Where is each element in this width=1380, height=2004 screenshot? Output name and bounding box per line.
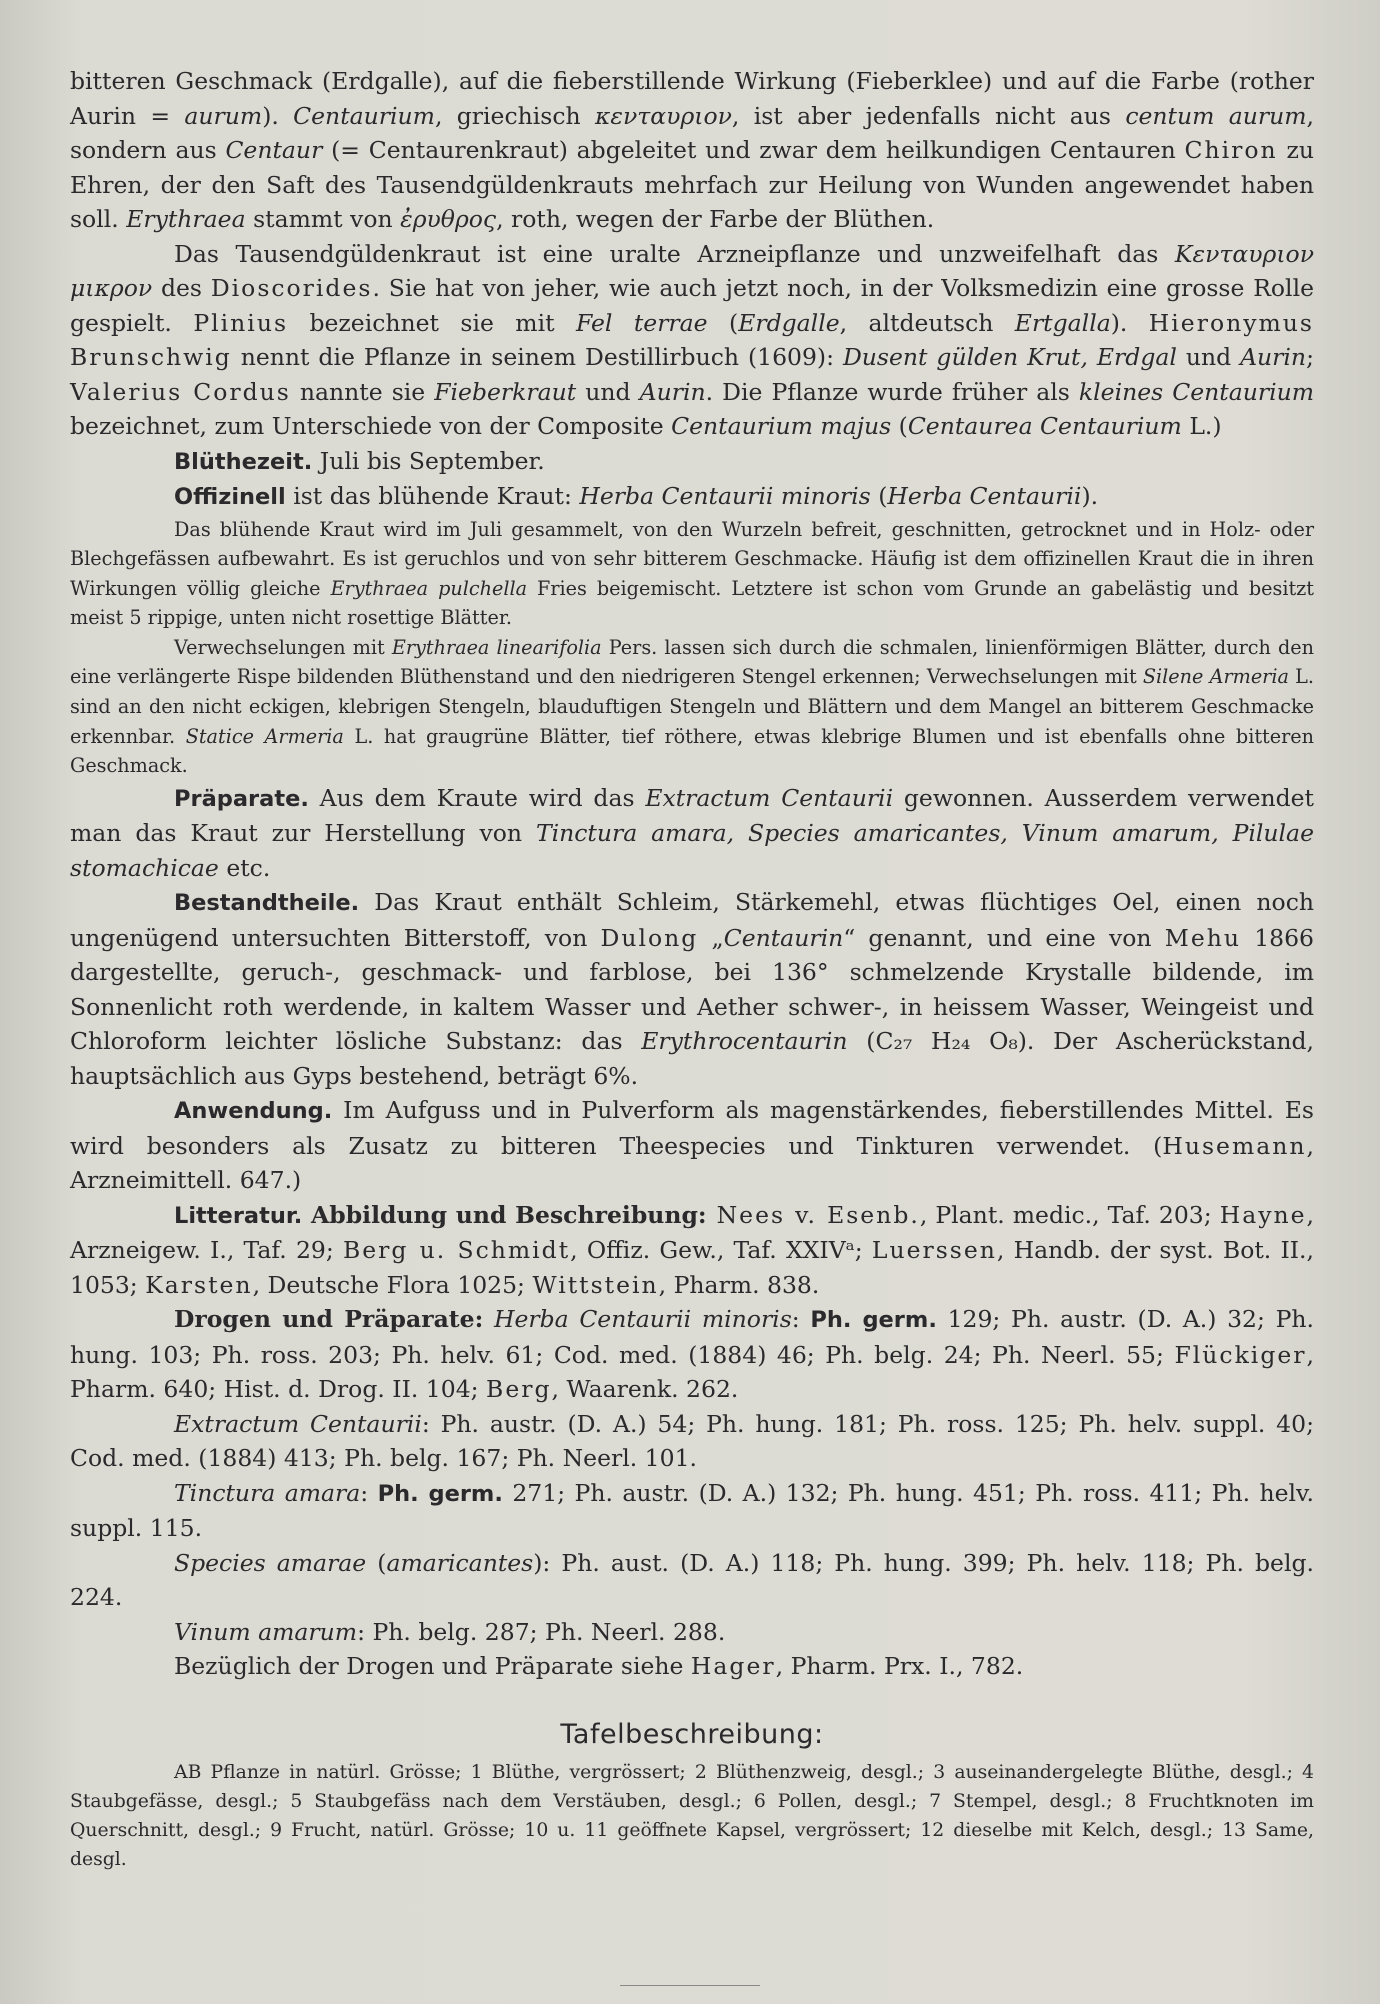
bold-run: Ph. germ.: [377, 1480, 503, 1507]
subheading: Drogen und Präparate:: [174, 1305, 484, 1334]
plate-description-text: AB Pflanze in natürl. Grösse; 1 Blüthe, vergrössert; 2 Blüthenzweig, desgl.; 3 auseinandergelegte Blüthe, desgl.; 4 Staubgefässe, desgl.; 5 Staubgefäss nach dem Verstäuben, desgl.; 6 Pollen, desgl.; 7 Stempel, desgl.; 8 Fruchtknoten im Querschnitt, desgl.; 9 Frucht, natürl. Grösse; 10 u. 11 geöffnete Kapsel, vergrössert; 12 dieselbe mit Kelch, desgl.; 13 Same, desgl.: [70, 1762, 1314, 1871]
italic-run: Centaurium majus: [671, 412, 892, 440]
text-run: gewonnen. Ausserdem verwendet man das Kraut zur Herstellung von: [70, 783, 1315, 848]
section-heading: Bestandtheile.: [174, 890, 360, 917]
text-run: . Die Pflanze wurde früher als: [705, 377, 1079, 406]
spaced-name: Karsten: [145, 1270, 253, 1299]
drogen-line-5: [70, 1615, 1314, 1650]
intro-paragraph-1: [70, 64, 1314, 237]
italic-run: Tinctura amara, Species amaricantes, Vinum amarum, Pilulae stomachicae: [70, 819, 1314, 882]
section-heading: Präparate.: [174, 785, 309, 812]
bold-run: Ph. germ.: [810, 1307, 937, 1334]
text-run: Pers. lassen sich durch die schmalen, linienförmigen Blätter, durch den eine verlängerte Rispe bildenden Blüthenstand und den niedrigeren Stengel erkennen; Verwechselungen mit: [70, 635, 1314, 689]
text-run: Aus dem Kraute wird das: [308, 783, 646, 812]
italic-run: Centaurea Centaurium: [907, 412, 1182, 440]
intro-paragraph-2: [70, 237, 1314, 444]
text-run: (: [366, 1548, 387, 1577]
spaced-name: Hieronymus Brunschwig: [70, 308, 1314, 371]
italic-run: Κενταυριον μικρον: [70, 239, 1314, 302]
text-run: , Pharm. 838.: [658, 1270, 820, 1299]
text-run: etc.: [218, 853, 271, 882]
text-run: , Pharm. 640; Hist. d. Drog. II. 104;: [70, 1340, 1314, 1404]
italic-run: aurum: [184, 101, 263, 130]
text-run: 271; Ph. austr. (D. A.) 132; Ph. hung. 451; Ph. ross. 411; Ph. helv. suppl. 115.: [70, 1478, 1315, 1543]
offizinell-notes: [70, 515, 1314, 781]
text-run: . Sie hat von jeher, wie auch jetzt noch, in der Volksmedizin eine grosse Rolle gespielt.: [70, 274, 1314, 337]
text-run: Das Tausendgüldenkraut ist eine uralte Arzneipflanze und unzweifelhaft das: [174, 239, 1175, 268]
text-run: Im Aufguss und in Pulverform als magenstärkendes, fieberstillendes Mittel. Es wird besonders als Zusatz zu bitteren Theespecies und Tinkturen verwendet. (: [70, 1096, 1314, 1160]
text-run: Bezüglich der Drogen und Präparate siehe: [174, 1652, 691, 1681]
italic-run: Herba Centaurii minoris: [483, 1305, 792, 1334]
text-run: nannte sie: [290, 377, 435, 406]
spaced-name: Husemann: [1162, 1131, 1307, 1160]
spaced-name: Nees v. Esenb.: [706, 1200, 920, 1229]
text-run: Juli bis September.: [312, 446, 545, 475]
text-run: ).: [1081, 482, 1099, 510]
text-run: , Handb. der syst. Bot. II., 1053;: [70, 1236, 1314, 1299]
italic-run: Fieberkraut: [434, 377, 577, 406]
italic-run: amaricantes: [386, 1548, 534, 1577]
text-run: : Ph. belg. 287; Ph. Neerl. 288.: [357, 1617, 726, 1646]
offizinell-section: [70, 479, 1314, 515]
spaced-name: Hager: [690, 1652, 776, 1681]
text-run: , altdeutsch: [839, 308, 1015, 337]
bestandtheile-section: [70, 885, 1314, 1093]
subheading: Abbildung und Beschreibung:: [302, 1200, 707, 1229]
text-run: und: [576, 377, 640, 406]
text-run: ).: [262, 101, 294, 130]
text-run: ): Ph. aust. (D. A.) 118; Ph. hung. 399; Ph. helv. 118; Ph. belg. 224.: [70, 1548, 1314, 1612]
text-run: , Plant. medic., Taf. 203;: [919, 1200, 1220, 1229]
spaced-name: Berg u. Schmidt: [342, 1236, 571, 1265]
text-run: (: [707, 308, 739, 337]
italic-run: Extractum Centaurii: [645, 783, 894, 812]
text-run: L.): [1181, 412, 1222, 440]
bluethezeit-section: [70, 444, 1314, 480]
spaced-name: Dioscorides: [210, 274, 373, 302]
italic-run: Statice Armeria: [185, 724, 344, 748]
litteratur-section: [70, 1198, 1314, 1303]
italic-run: Erythraea linearifolia: [391, 635, 602, 659]
italic-run: Species amarae: [174, 1548, 367, 1577]
note-paragraph: [70, 633, 1314, 781]
spaced-name: Dulong: [600, 923, 699, 952]
section-heading: Anwendung.: [174, 1098, 333, 1125]
text-run: bezeichnet, zum Unterschiede von der Composite: [70, 412, 672, 440]
section-heading: Litteratur.: [174, 1202, 303, 1229]
drogen-line-1: [70, 1302, 1314, 1407]
text-run: (= Centaurenkraut) abgeleitet und zwar dem heilkundigen Centauren: [322, 136, 1185, 164]
italic-run: kleines Centaurium: [1078, 377, 1315, 406]
text-run: des: [152, 274, 211, 302]
note-paragraph: [70, 515, 1314, 633]
italic-run: κενταυριον: [594, 101, 732, 130]
italic-run: Centaurium: [293, 101, 435, 130]
italic-run: Dusent gülden Krut, Erdgal: [842, 343, 1177, 371]
text-run: „: [698, 923, 724, 952]
spaced-name: Wittstein: [532, 1270, 659, 1299]
text-run: :: [360, 1478, 378, 1507]
text-run: stammt von: [245, 205, 401, 233]
text-run: , Waarenk. 262.: [551, 1375, 739, 1404]
drogen-line-4: [70, 1546, 1314, 1615]
italic-run: Erythraea: [126, 205, 246, 233]
text-run: , Offiz. Gew., Taf. XXIVᵃ;: [570, 1236, 872, 1265]
anwendung-section: [70, 1093, 1314, 1198]
text-run: (: [870, 482, 888, 510]
drogen-line-3: [70, 1476, 1314, 1546]
text-run: , roth, wegen der Farbe der Blüthen.: [496, 205, 935, 233]
drogen-line-2: [70, 1407, 1314, 1476]
italic-run: Herba Centaurii minoris: [579, 482, 871, 510]
text-run: ist das blühende Kraut:: [285, 482, 580, 510]
text-run: Fries beigemischt. Letztere ist schon vom Grunde an gabelästig und besitzt meist 5 rippige, unten nicht rosettige Blätter.: [70, 576, 1314, 630]
spaced-name: Mehu: [1164, 923, 1242, 952]
italic-run: Erdgalle: [738, 308, 840, 337]
footer-rule: [620, 1985, 760, 1986]
text-run: , Arzneimittell. 647.): [70, 1131, 1314, 1195]
spaced-name: Valerius Cordus: [70, 377, 291, 406]
text-run: , Deutsche Flora 1025;: [252, 1270, 533, 1299]
text-run: : Ph. austr. (D. A.) 54; Ph. hung. 181; Ph. ross. 125; Ph. helv. suppl. 40; Cod. med. (1884) 413; Ph. belg. 167; Ph. Neerl. 101.: [70, 1409, 1314, 1473]
italic-run: Silene Armeria: [1142, 665, 1289, 689]
text-run: Das Kraut enthält Schleim, Stärkemehl, etwas flüchtiges Oel, einen noch ungenügend untersuchten Bitterstoff, von: [70, 888, 1314, 952]
text-run: (C₂₇ H₂₄ O₈). Der Ascherückstand, hauptsächlich aus Gyps bestehend, beträgt 6%.: [70, 1027, 1314, 1090]
praeparate-section: [70, 781, 1314, 886]
text-run: und: [1176, 343, 1241, 371]
text-run: , Arzneigew. I., Taf. 29;: [70, 1200, 1315, 1265]
text-run: , Pharm. Prx. I., 782.: [775, 1652, 1024, 1681]
section-heading: Blüthezeit.: [174, 448, 313, 475]
text-run: nennt die Pflanze in seinem Destillirbuch (1609):: [231, 343, 843, 371]
italic-run: Erythraea pulchella: [330, 576, 528, 600]
italic-run: Fel terrae: [575, 308, 708, 337]
italic-run: centum aurum: [1125, 101, 1307, 130]
text-run: bitteren Geschmack (Erdgalle), auf die fieberstillende Wirkung (Fieberklee) und auf die Farbe (rother Aurin =: [70, 67, 1314, 130]
italic-run: Aurin: [1240, 343, 1307, 371]
text-run: , griechisch: [434, 101, 595, 130]
text-run: L. hat graugrüne Blätter, tief röthere, etwas klebrige Blumen und ist ebenfalls ohne bitteren Geschmack.: [70, 724, 1314, 778]
italic-run: Centaurin: [723, 923, 844, 952]
text-run: 1866 dargestellte, geruch-, geschmack- und farblose, bei 136° schmelzende Krystalle bildende, im Sonnenlicht roth werdende, in kaltem Wasser und Aether schwer-, in heissem Wasser, Weingeist und Chloroform leichter lösliche Substanz: das: [70, 923, 1315, 1056]
text-run: Das blühende Kraut wird im Juli gesammelt, von den Wurzeln befreit, geschnitten, getrocknet und in Holz- oder Blechgefässen aufbewahrt. Es ist geruchlos und von sehr bitterem Geschmacke. Häufig ist dem offizinellen Kraut die in ihren Wirkungen völlig gleiche: [70, 517, 1314, 600]
text-run: L. sind an den nicht eckigen, klebrigen Stengeln, blauduftigen Stengeln und Blättern und dem Mangel an bitterem Geschmacke erkennbar.: [70, 665, 1314, 748]
italic-run: Ertgalla: [1014, 308, 1111, 337]
spaced-name: Berg: [486, 1375, 552, 1404]
italic-run: Tinctura amara: [174, 1478, 361, 1507]
italic-run: Extractum Centaurii: [174, 1409, 422, 1438]
plate-description-title: Tafelbeschreibung:: [560, 1718, 824, 1750]
text-run: ;: [1306, 343, 1314, 371]
italic-run: Centaur: [225, 136, 323, 164]
text-run: :: [791, 1305, 811, 1334]
text-run: “ genannt, und eine von: [843, 923, 1165, 952]
text-run: zu Ehren, der den Saft des Tausendgüldenkrauts mehrfach zur Heilung von Wunden angewendet haben soll.: [70, 136, 1314, 233]
text-run: Verwechselungen mit: [174, 635, 392, 659]
text-run: , ist aber jedenfalls nicht aus: [731, 101, 1126, 130]
italic-run: Erythrocentaurin: [641, 1027, 848, 1056]
spaced-name: Hayne: [1219, 1200, 1307, 1229]
spaced-name: Chiron: [1184, 136, 1278, 164]
italic-run: Vinum amarum: [174, 1617, 358, 1646]
text-run: ).: [1110, 308, 1149, 337]
drogen-line-6: [70, 1649, 1314, 1684]
italic-run: ἐρυθρος: [400, 205, 497, 233]
text-run: bezeichnet sie mit: [288, 308, 576, 337]
text-run: (: [891, 412, 908, 440]
section-heading: Offizinell: [174, 484, 286, 510]
page-content: [70, 64, 1314, 1874]
italic-run: Herba Centaurii: [887, 482, 1082, 510]
text-run: 129; Ph. austr. (D. A.) 32; Ph. hung. 103; Ph. ross. 203; Ph. helv. 61; Cod. med. (1884) 46; Ph. belg. 24; Ph. Neerl. 55;: [70, 1305, 1315, 1369]
text-run: , sondern aus: [70, 101, 1315, 164]
spaced-name: Plinius: [193, 308, 289, 337]
italic-run: Aurin: [639, 377, 706, 406]
spaced-name: Luerssen: [871, 1236, 997, 1265]
spaced-name: Flückiger: [1174, 1340, 1307, 1369]
